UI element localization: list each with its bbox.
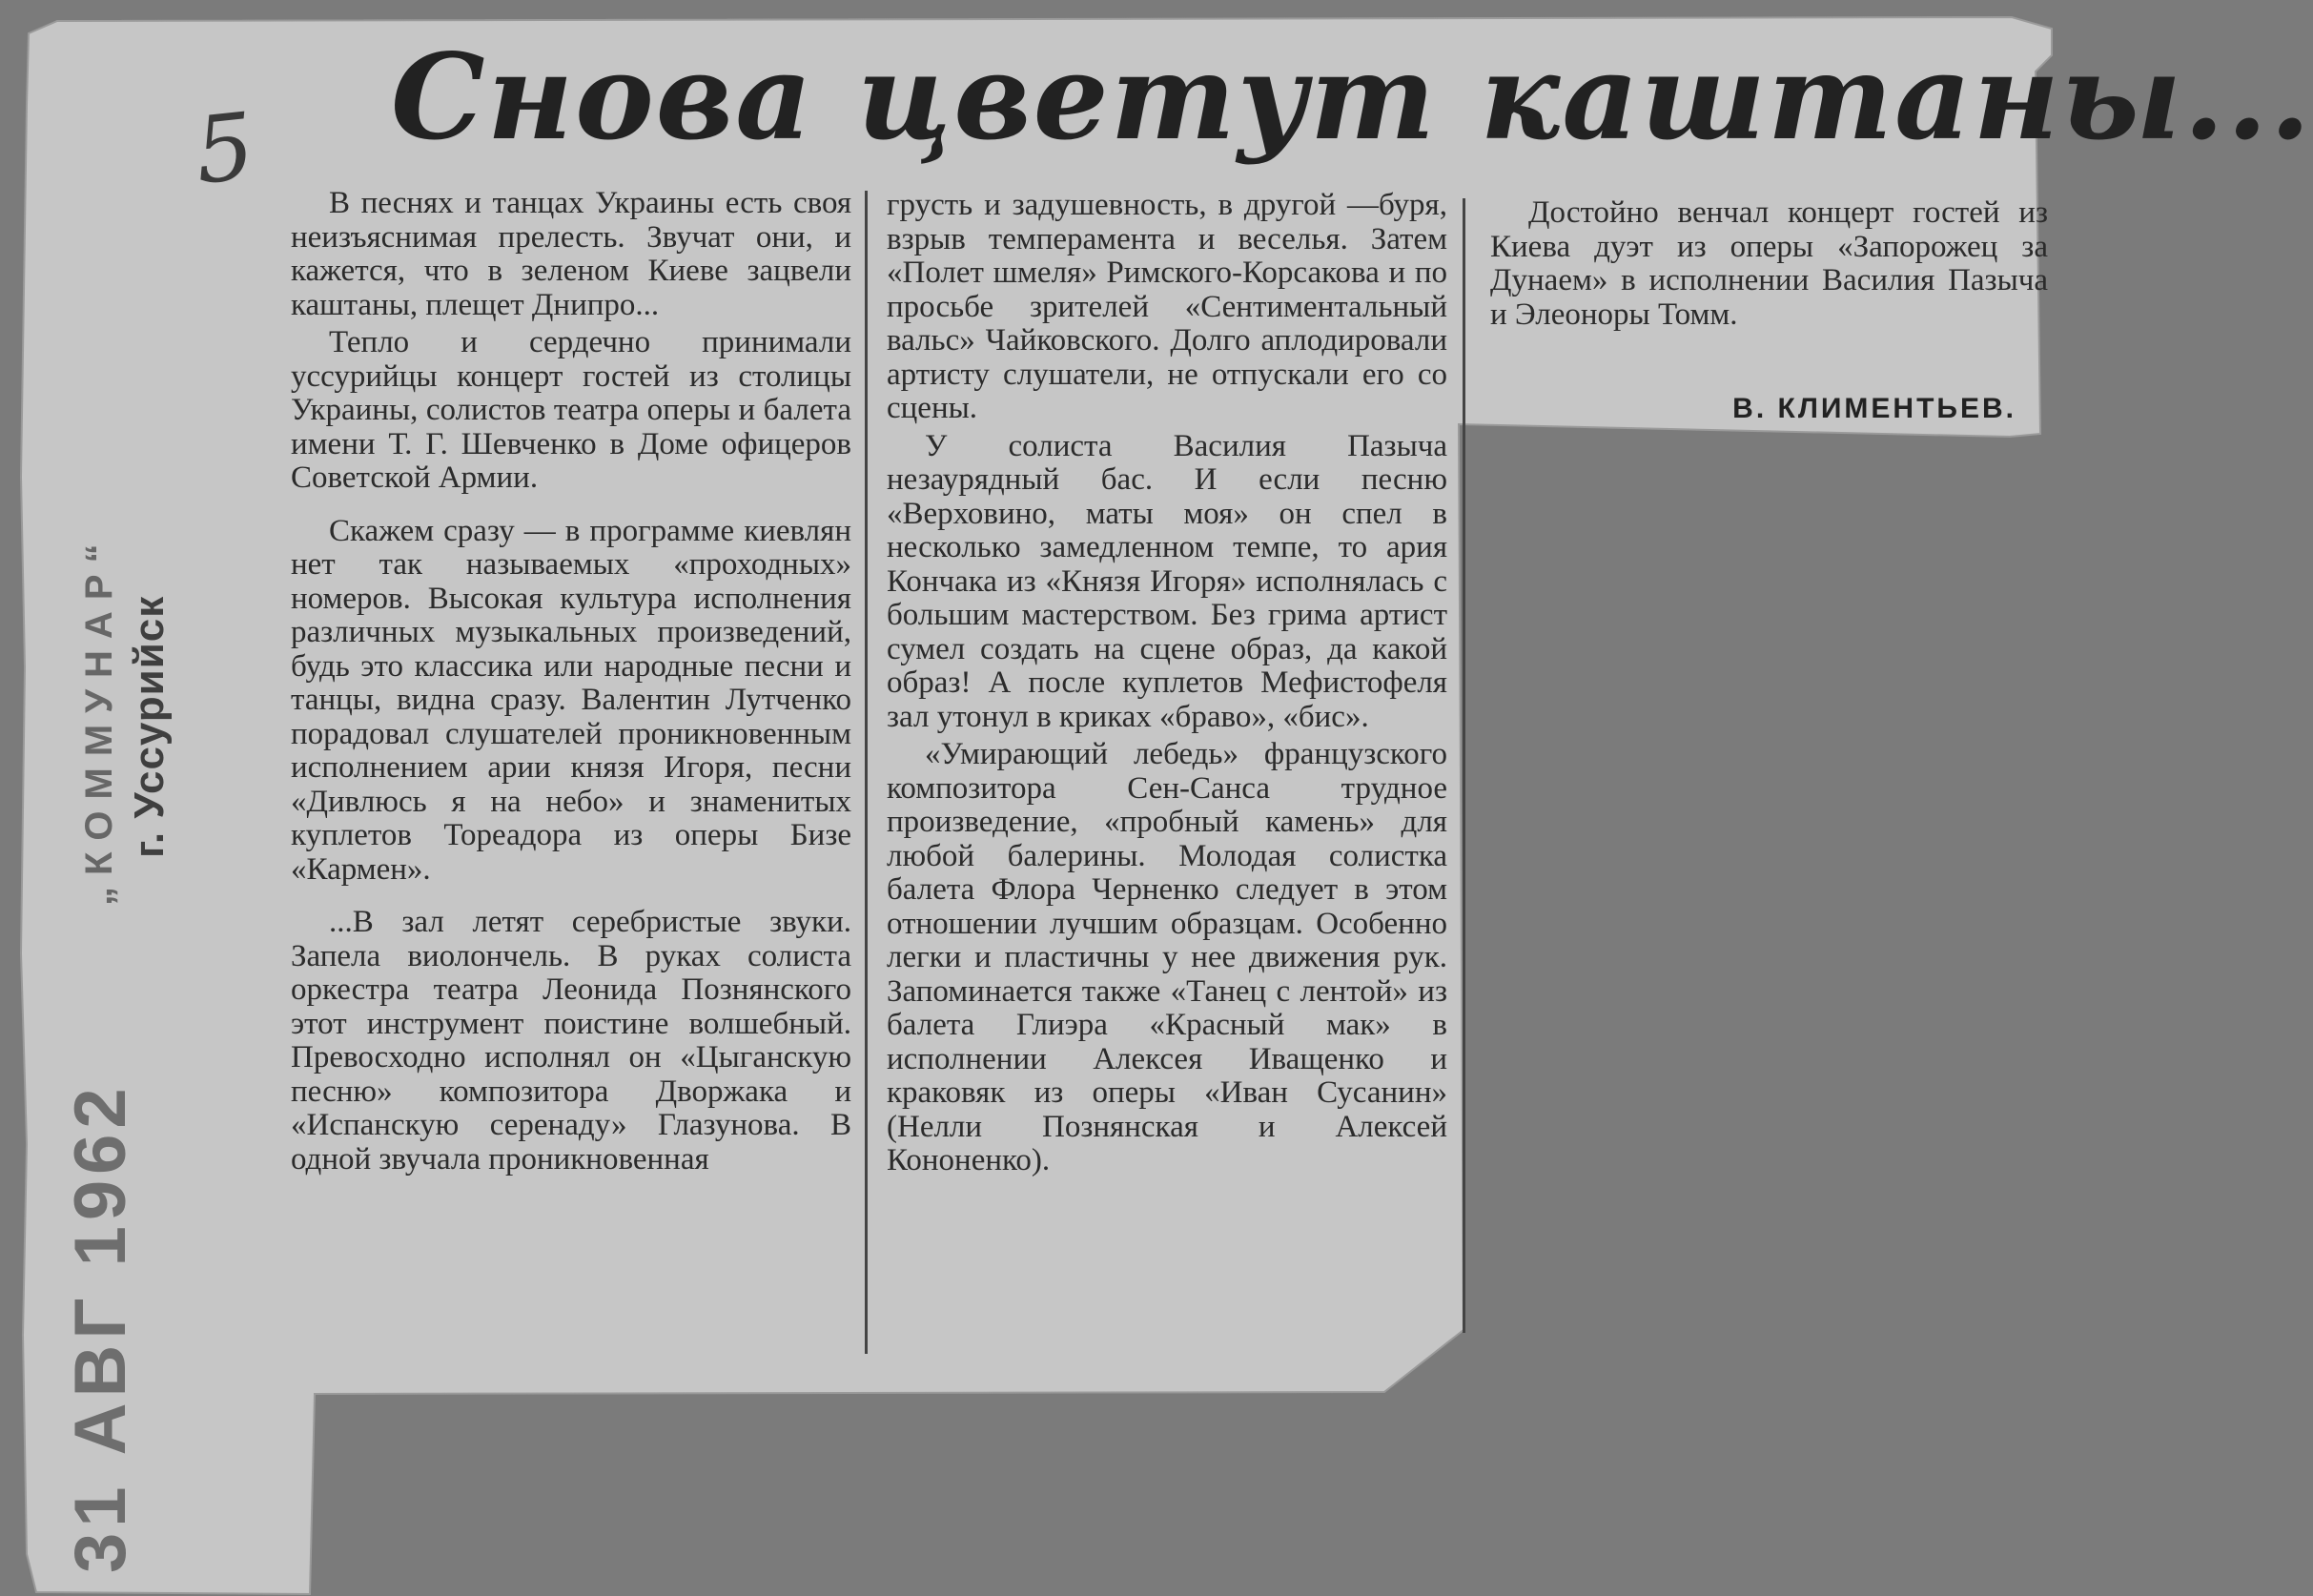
paragraph: У солиста Василия Пазыча незаурядный бас. И если песню «Верховино, маты моя» он спел в несколько замедленном темпе, то ария Кончака из «Князя Игоря» исполнялась с большим мастерством. Без грима артист сумел создать на сцене образ, да какой образ! А после куплетов Мефистофеля зал утонул в криках «браво», «бис». [887,428,1447,734]
handwritten-page-number: 5 [190,92,259,205]
city-stamp: г. Уссурийск [126,595,173,858]
paragraph: Скажем сразу — в программе киевлян нет так называемых «проходных» номеров. Высокая культура исполнения различных музыкальных произведений, будь это классика или народные песни и танцы, видна сразу. Валентин Лутченко порадовал слушателей проникновенным исполнением арии князя Игоря, песни «Дивлюсь я на небо» и знаменитых куплетов Тореадора из оперы Бизе «Кармен». [291,513,851,887]
paragraph: Достойно венчал концерт гостей из Киева дуэт из оперы «Запорожец за Дунаем» в исполнении Василия Пазыча и Элеоноры Томм. [1490,195,2048,332]
paragraph: Тепло и сердечно принимали уссурийцы концерт гостей из столицы Украины, солистов театра оперы и балета имени Т. Г. Шевченко в Доме офицеров Советской Армии. [291,325,851,495]
column-divider-1 [865,191,868,1354]
article-column-1 [291,187,851,1180]
article-column-2 [887,189,1447,1182]
paragraph: ...В зал летят серебристые звуки. Запела виолончель. В руках солиста оркестра театра Леонида Познянского этот инструмент поистине волшебный. Превосходно исполнял он «Цыганскую песню» композитора Дворжака и «Испанскую серенаду» Глазунова. В одной звучала проникновенная [291,905,851,1177]
paragraph: «Умирающий лебедь» французского композитора Сен-Санса трудное произведение, «пробный камень» для любой балерины. Молодая солистка балета Флора Черненко следует в этом отношении лучшим образцам. Особенно легки и пластичны у нее движения рук. Запоминается также «Танец с лентой» из балета Глиэра «Красный мак» в исполнении Алексея Иващенко и краковяк из оперы «Иван Сусанин» (Нелли Познянская и Алексей Кононенко). [887,737,1447,1177]
column-divider-2 [1463,198,1465,1333]
newspaper-name-stamp: „КОММУНАР“ [78,532,120,906]
article-column-3 [1490,196,2048,336]
paragraph: В песнях и танцах Украины есть своя неизъяснимая прелесть. Звучат они, и кажется, что в зеленом Киеве зацвели каштаны, плещет Днипро... [291,186,851,322]
paragraph: грусть и задушевность, в другой —буря, взрыв темперамента и веселья. Затем «Полет шмеля» Римского-Корсакова и по просьбе зрителей «Сентиментальный вальс» Чайковского. Долго аплодировали артисту слушатели, не отпускали его со сцены. [887,188,1447,425]
author-signature: В. КЛИМЕНТЬЕВ. [1732,393,2016,424]
article-headline: Снова цветут каштаны... [391,29,2313,167]
date-stamp: 31 АВГ 1962 [60,1082,141,1573]
